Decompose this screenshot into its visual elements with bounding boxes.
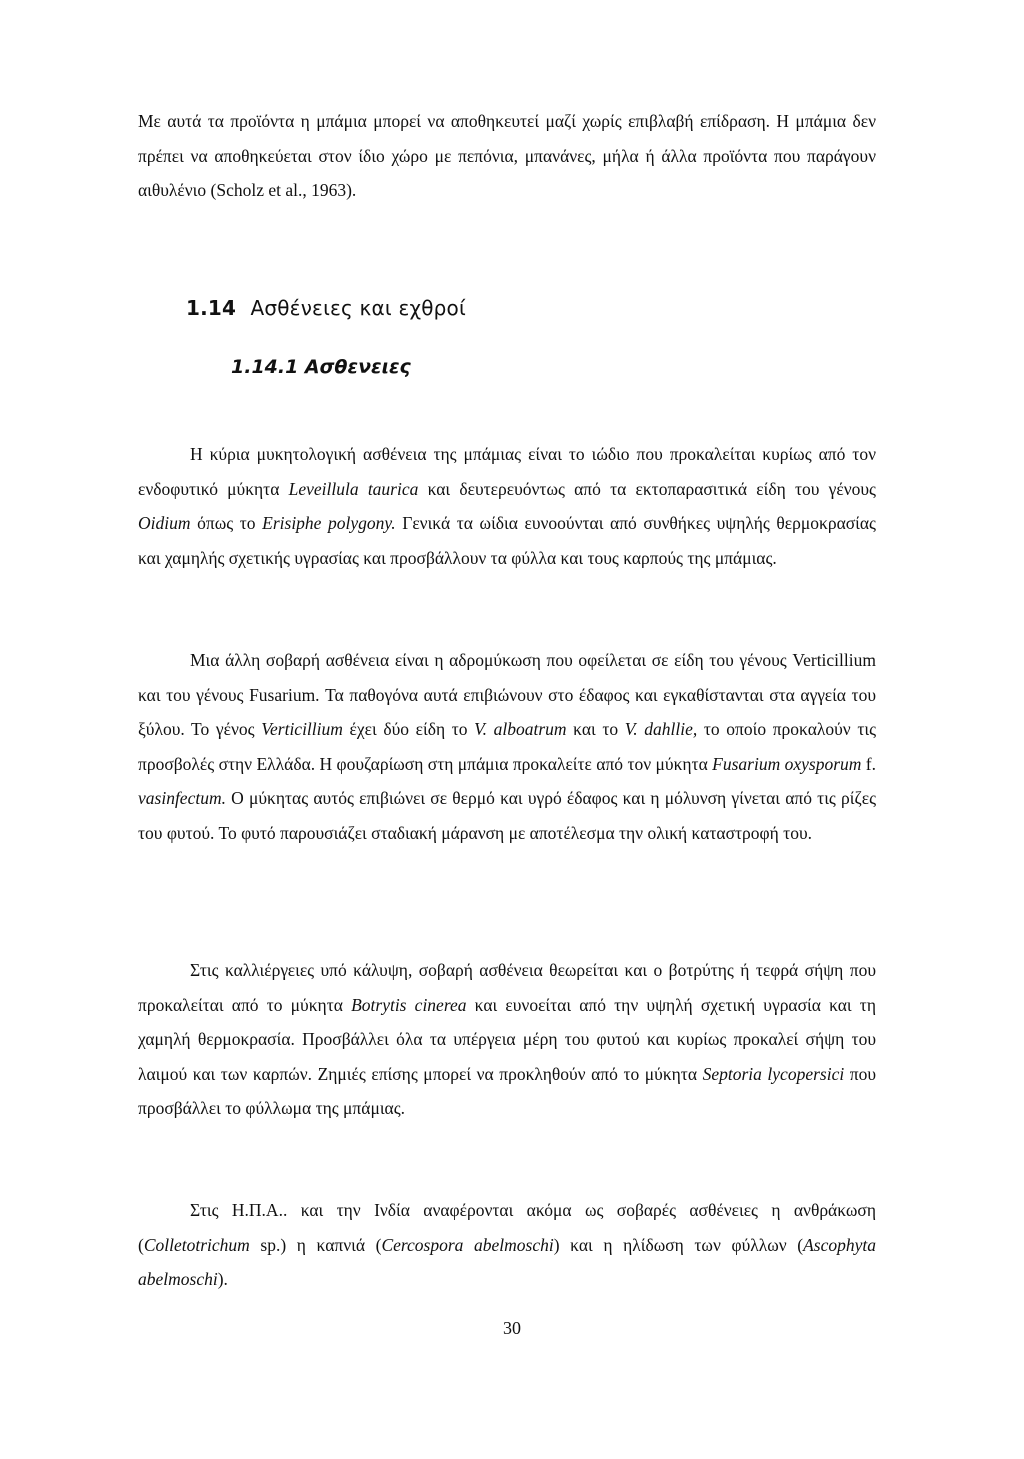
species-name: Verticillium	[261, 719, 343, 740]
paragraph-other-diseases	[138, 1193, 876, 1297]
text-run: Γενικά τα ωίδια ευνοούνται από συνθήκες υψηλής θερμοκρασίας και χαμηλής σχετικής υγρασίας και προσβάλλουν τα φύλλα και τους καρπούς της μπάμιας.	[138, 513, 876, 568]
text-run: και ευνοείται από την υψηλή σχετική υγρασία και τη χαμηλή θερμοκρασία. Προσβάλλει όλα τα υπέργεια μέρη του φυτού και κυρίως προκαλεί σήψη του λαιμού και των καρπών. Ζημιές επίσης μπορεί να προκληθούν από το μύκητα	[138, 994, 876, 1084]
text-run: ).	[217, 1269, 228, 1290]
species-name: Fusarium oxysporum	[712, 753, 862, 774]
species-name: Botrytis cinerea	[351, 994, 467, 1015]
species-name: Oidium	[138, 513, 191, 534]
text-run: f.	[861, 753, 876, 774]
text-run: Μια άλλη σοβαρή ασθένεια είναι η αδρομύκωση που οφείλεται σε είδη του γένους Verticillium και του γένους Fusarium. Τα παθογόνα αυτά επιβιώνουν στο έδαφος και εγκαθίστανται στα αγγεία του ξύλου. Το γένος	[138, 650, 876, 740]
species-name: Erisiphe polygony.	[262, 513, 396, 534]
text-run: και το	[566, 719, 625, 740]
species-name: Septoria lycopersici	[702, 1063, 845, 1084]
text-run: που προσβάλλει το φύλλωμα της μπάμιας.	[138, 1063, 877, 1119]
paragraph-botrytis	[138, 953, 876, 1126]
text-run: έχει δύο είδη το	[342, 719, 475, 740]
text-run: Ο μύκητας αυτός επιβιώνει σε θερμό και υγρό έδαφος και η μόλυνση γίνεται από τις ρίζες του φυτού. Το φυτό παρουσιάζει σταδιακή μάρανση με αποτέλεσμα την ολική καταστροφή του.	[138, 788, 876, 843]
text-run: Στις καλλιέργειες υπό κάλυψη, σοβαρή ασθένεια θεωρείται και ο βοτρύτης ή τεφρά σήψη που προκαλείται από το μύκητα	[138, 960, 876, 1015]
species-name: vasinfectum.	[138, 788, 226, 809]
species-name: Leveillula taurica	[288, 478, 419, 499]
paragraph-storage-text: Με αυτά τα προϊόντα η μπάμια μπορεί να αποθηκευτεί μαζί χωρίς επιβλαβή επίδραση. Η μπάμια δεν πρέπει να αποθηκεύεται στον ίδιο χώρο με πεπόνια, μπανάνες, μήλα ή άλλα προϊόντα που παράγουν αιθυλένιο (Scholz et al., 1963).	[138, 111, 876, 201]
text-run: sp.) η καπνιά (	[249, 1234, 382, 1255]
species-name: V. dahllie,	[624, 719, 698, 740]
species-name: V. alboatrum	[474, 719, 567, 740]
text-run: ) και η ηλίδωση των φύλλων (	[553, 1234, 804, 1255]
section-heading	[186, 296, 466, 320]
paragraph-powdery-mildew	[138, 437, 876, 575]
text-run: το οποίο προκαλούν τις προσβολές στην Ελλάδα. Η φουζαρίωση στη μπάμια προκαλείτε από τον μύκητα	[138, 719, 876, 774]
species-name: Colletotrichum	[143, 1234, 250, 1255]
paragraph-wilt	[138, 643, 876, 851]
text-run: και δευτερευόντως από τα εκτοπαρασιτικά είδη του γένους	[418, 478, 876, 499]
section-number: 1.14	[186, 296, 237, 320]
paragraph-storage	[138, 104, 876, 208]
subsection-heading: 1.14.1 Ασθενειες	[231, 356, 411, 378]
text-run: Η κύρια μυκητολογική ασθένεια της μπάμιας είναι το ιώδιο που προκαλείται κυρίως από τον ενδοφυτικό μύκητα	[138, 444, 876, 499]
text-run: όπως το	[190, 513, 263, 534]
species-name: Cercospora abelmoschi	[381, 1234, 554, 1255]
species-name: Ascophyta abelmoschi	[138, 1234, 876, 1290]
text-run: Στις Η.Π.Α.. και την Ινδία αναφέρονται ακόμα ως σοβαρές ασθένειες η ανθράκωση (	[138, 1200, 876, 1255]
section-title: Ασθένειες και εχθροί	[250, 296, 466, 320]
page-number: 30	[503, 1318, 521, 1338]
